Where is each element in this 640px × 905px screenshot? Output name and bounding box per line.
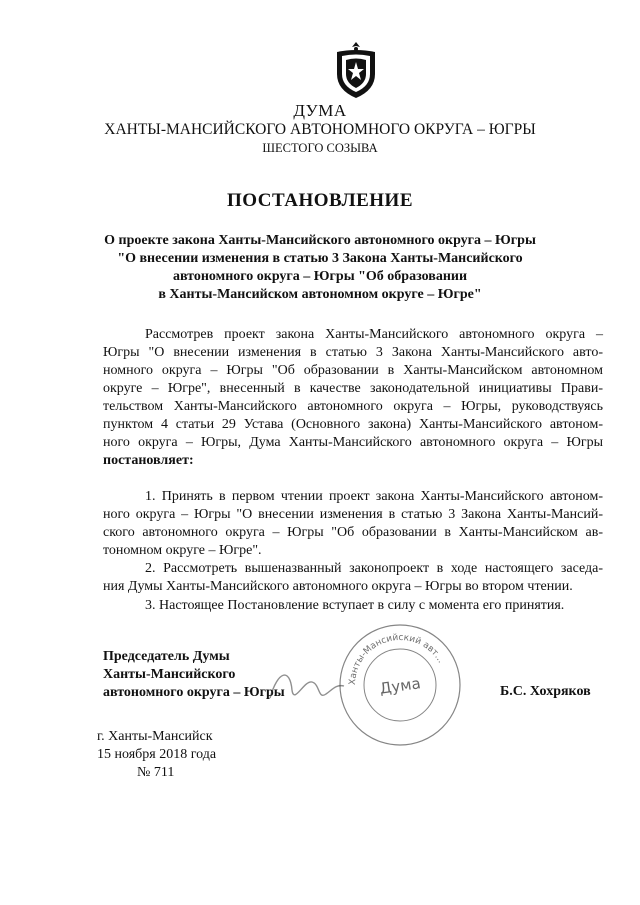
position-line: автономного округа – Югры [103, 685, 285, 700]
body-line: пунктом 4 статьи 29 Устава (Основного закона) Ханты-Мансийского автоном- [103, 417, 603, 432]
item1-line: тономном округе – Югре". [103, 543, 262, 558]
body-line: номного округа – Югры "Об образовании в Ханты-Мансийском автономном [103, 363, 603, 378]
body-line: Рассмотрев проект закона Ханты-Мансийского автономного округа – [145, 327, 603, 342]
coat-of-arms-icon [331, 38, 381, 100]
subject-line: автономного округа – Югры "Об образовании [172, 269, 468, 284]
decree-word: постановляет: [103, 453, 194, 468]
stamp-center-text: Дума [378, 674, 422, 698]
subject-line: О проекте закона Ханты-Мансийского автономного округа – Югры [104, 233, 536, 248]
date: 15 ноября 2018 года [97, 747, 217, 762]
resolution-items [103, 488, 603, 596]
item1-line: 1. Принять в первом чтении проект закона Ханты-Мансийского автоном- [145, 489, 603, 504]
signatory-position [103, 648, 285, 702]
item3-line: 3. Настоящее Постановление вступает в силу с момента его принятия. [145, 598, 565, 613]
document-number: № 711 [137, 765, 175, 780]
position-line: Председатель Думы [103, 649, 230, 664]
document-footer [97, 728, 216, 782]
item2-line: 2. Рассмотреть вышеназванный законопроект в ходе настоящего заседа- [145, 561, 603, 576]
document-type-title: ПОСТАНОВЛЕНИЕ [226, 190, 414, 211]
item1-line: ского автономного округа – Югры "Об образовании в Ханты-Мансийском ав- [103, 525, 603, 540]
position-line: Ханты-Мансийского [103, 667, 236, 682]
convocation: ШЕСТОГО СОЗЫВА [262, 141, 378, 155]
preamble-paragraph [103, 326, 603, 470]
city: г. Ханты-Мансийск [97, 729, 213, 744]
subject-line: в Ханты-Мансийском автономном округе – Югре" [158, 287, 482, 302]
official-stamp [335, 620, 465, 750]
body-line: округе – Югре", внесенный в качестве законодательной инициативы Прави- [103, 381, 603, 396]
body-line: Югры "О внесении изменения в статью 3 Закона Ханты-Мансийского авто- [103, 345, 603, 360]
handwritten-signature [260, 660, 350, 710]
org-name-okrug: ХАНТЫ-МАНСИЙСКОГО АВТОНОМНОГО ОКРУГА – ЮГРЫ [104, 121, 536, 138]
resolution-item-3 [103, 597, 603, 615]
subject-line: "О внесении изменения в статью 3 Закона Ханты-Мансийского [117, 251, 523, 266]
stamp-ring-text: Ханты-Мансийский авт... [347, 632, 446, 686]
body-line: ного округа – Югры, Дума Ханты-Мансийского автономного округа – Югры [103, 435, 603, 450]
body-line: тельством Ханты-Мансийского автономного округа – Югры, руководствуясь [103, 399, 603, 414]
document-subject [100, 232, 540, 304]
org-name-duma: ДУМА [293, 101, 347, 120]
item1-line: ного округа – Югры "О внесении изменения в статью 3 Закона Ханты-Мансий- [103, 507, 603, 522]
item2-line: ния Думы Ханты-Мансийского автономного округа – Югры во втором чтении. [103, 579, 573, 594]
signatory-name: Б.С. Хохряков [500, 684, 591, 699]
